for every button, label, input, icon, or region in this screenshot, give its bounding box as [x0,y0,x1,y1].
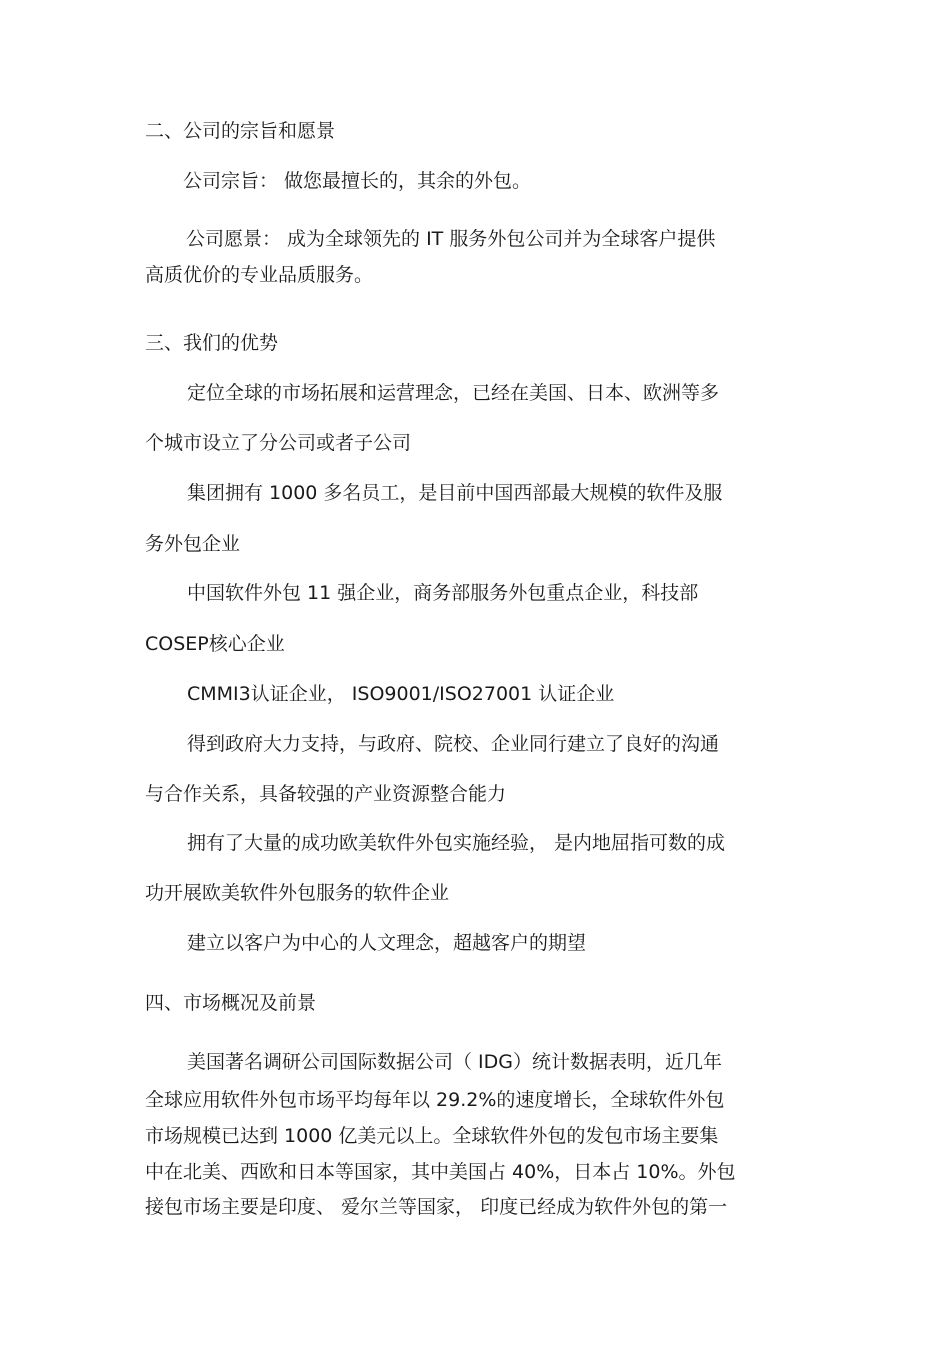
advantage-6-line-2: 功开展欧美软件外包服务的软件企业 [145,882,450,904]
advantage-3-line-2: COSEP核心企业 [145,633,285,655]
advantage-3-line-1: 中国软件外包 11 强企业，商务部服务外包重点企业，科技部 [187,582,699,604]
market-line-2: 全球应用软件外包市场平均每年以 29.2%的速度增长，全球软件外包 [145,1089,725,1111]
section-heading-3: 三、我们的优势 [145,332,279,354]
advantage-1-line-2: 个城市设立了分公司或者子公司 [145,432,412,454]
advantage-5-line-2: 与合作关系，具备较强的产业资源整合能力 [145,783,507,805]
advantage-6-line-1: 拥有了大量的成功欧美软件外包实施经验， 是内地屈指可数的成 [187,832,726,854]
company-vision-line-2: 高质优价的专业品质服务。 [145,264,374,286]
advantage-1-line-1: 定位全球的市场拓展和运营理念，已经在美国、日本、欧洲等多 [187,382,720,404]
advantage-7: 建立以客户为中心的人文理念，超越客户的期望 [187,932,587,954]
company-vision-line-1: 公司愿景： 成为全球领先的 IT 服务外包公司并为全球客户提供 [186,228,716,250]
market-line-1: 美国著名调研公司国际数据公司（ IDG）统计数据表明，近几年 [187,1051,722,1073]
section-heading-4: 四、市场概况及前景 [145,992,317,1014]
market-line-5: 接包市场主要是印度、 爱尔兰等国家， 印度已经成为软件外包的第一 [145,1196,728,1218]
advantage-2-line-1: 集团拥有 1000 多名员工，是目前中国西部最大规模的软件及服 [187,482,723,504]
advantage-2-line-2: 务外包企业 [145,533,241,555]
advantage-5-line-1: 得到政府大力支持，与政府、院校、企业同行建立了良好的沟通 [187,733,720,755]
section-heading-2: 二、公司的宗旨和愿景 [145,120,336,142]
market-line-3: 市场规模已达到 1000 亿美元以上。全球软件外包的发包市场主要集 [145,1125,719,1147]
company-tenet: 公司宗旨： 做您最擅长的，其余的外包。 [183,170,532,192]
advantage-4: CMMI3认证企业， ISO9001/ISO27001 认证企业 [187,683,615,705]
market-line-4: 中在北美、西欧和日本等国家，其中美国占 40%，日本占 10%。外包 [145,1161,736,1183]
